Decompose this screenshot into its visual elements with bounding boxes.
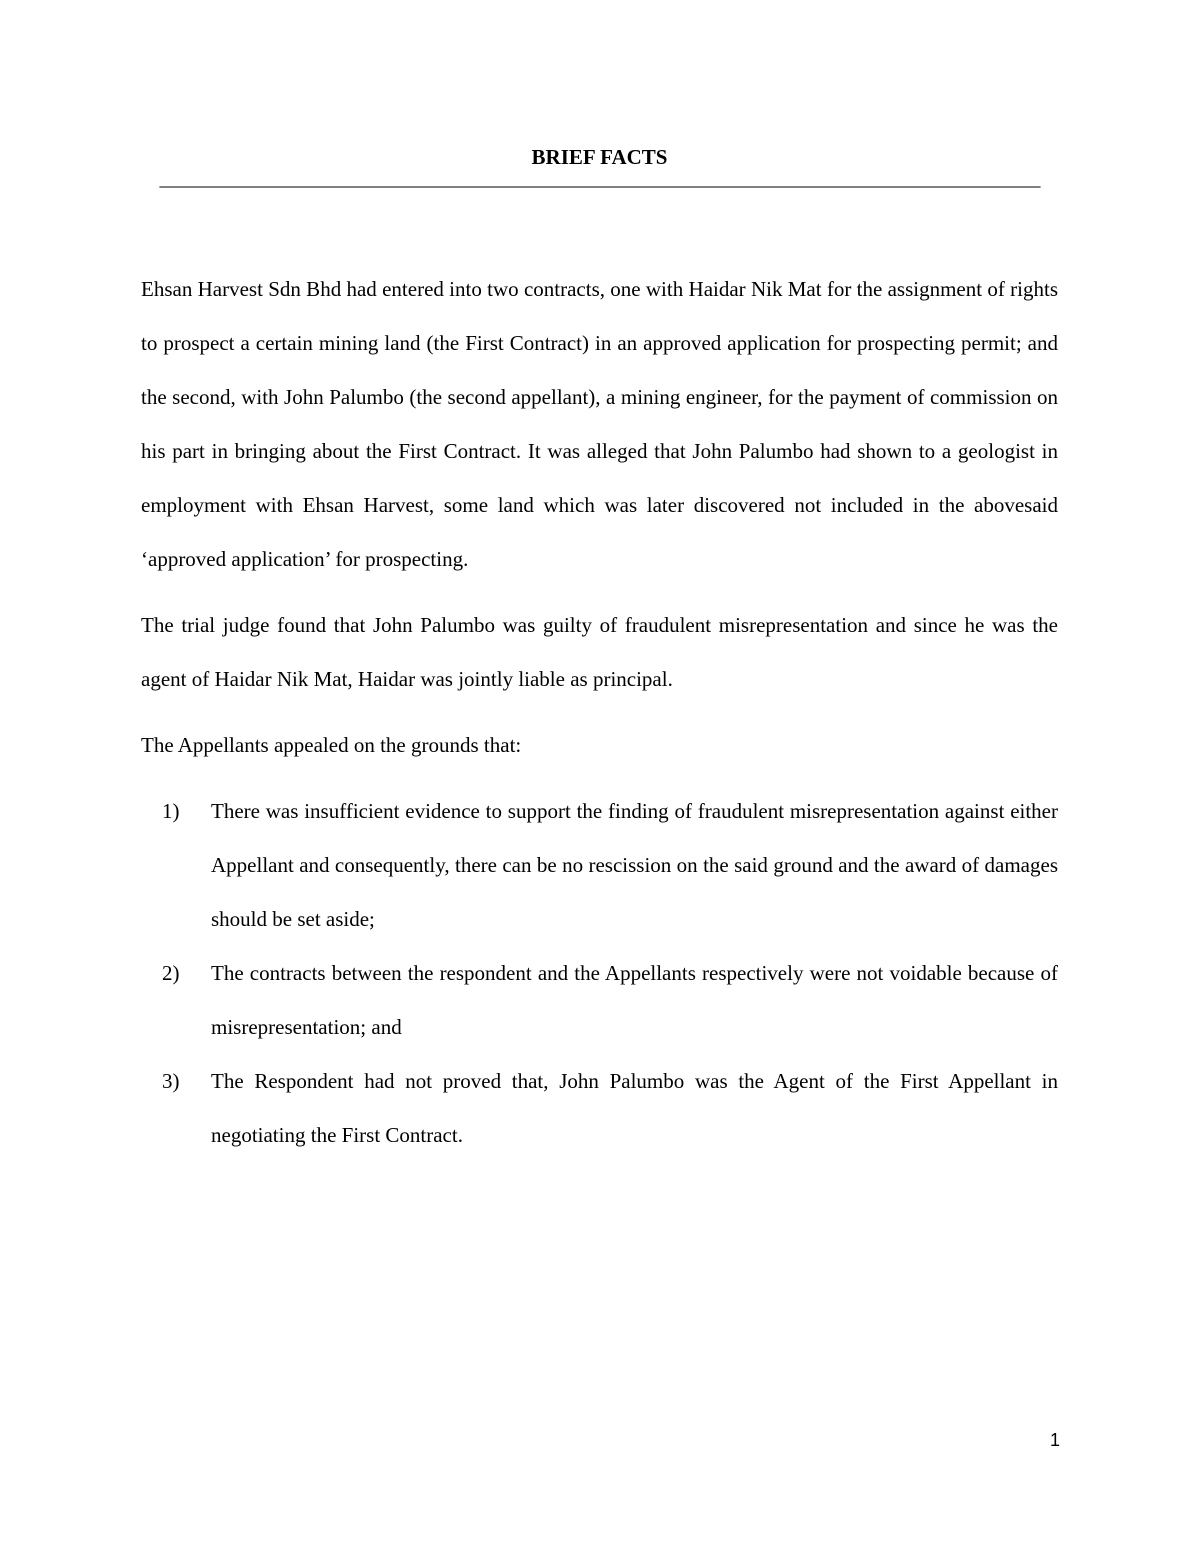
list-item-number: 3) bbox=[162, 1069, 180, 1093]
page-number: 1 bbox=[1049, 1430, 1060, 1450]
list-item bbox=[141, 946, 1058, 1054]
title-rule: ———————————————————————————————————————————— bbox=[159, 175, 1040, 195]
grounds-list bbox=[141, 784, 1058, 1162]
list-item-text: The Respondent had not proved that, John Palumbo was the Agent of the First Appellant in negotiating the First Contract. bbox=[211, 1069, 1058, 1147]
page-title: BRIEF FACTS bbox=[531, 145, 668, 169]
document-body bbox=[141, 139, 1058, 1162]
list-item bbox=[141, 1054, 1058, 1162]
paragraph-grounds-intro: The Appellants appealed on the grounds that: bbox=[141, 733, 522, 757]
list-item bbox=[141, 784, 1058, 946]
paragraph-trial-finding: The trial judge found that John Palumbo was guilty of fraudulent misrepresentation and since he was the agent of Haidar Nik Mat, Haidar was jointly liable as principal. bbox=[141, 613, 1058, 691]
list-item-text: The contracts between the respondent and the Appellants respectively were not voidable because of misrepresentation; and bbox=[211, 961, 1058, 1039]
list-item-number: 1) bbox=[162, 799, 180, 823]
list-item-number: 2) bbox=[162, 961, 180, 985]
list-item-text: There was insufficient evidence to support the finding of fraudulent misrepresentation against either Appellant and consequently, there can be no rescission on the said ground and the award of damages should be set aside; bbox=[211, 799, 1058, 931]
paragraph-background: Ehsan Harvest Sdn Bhd had entered into two contracts, one with Haidar Nik Mat for the assignment of rights to prospect a certain mining land (the First Contract) in an approved application for prospecting permit; and the second, with John Palumbo (the second appellant), a mining engineer, for the payment of commission on his part in bringing about the First Contract. It was alleged that John Palumbo had shown to a geologist in employment with Ehsan Harvest, some land which was later discovered not included in the abovesaid ‘approved application’ for prospecting. bbox=[141, 277, 1058, 571]
